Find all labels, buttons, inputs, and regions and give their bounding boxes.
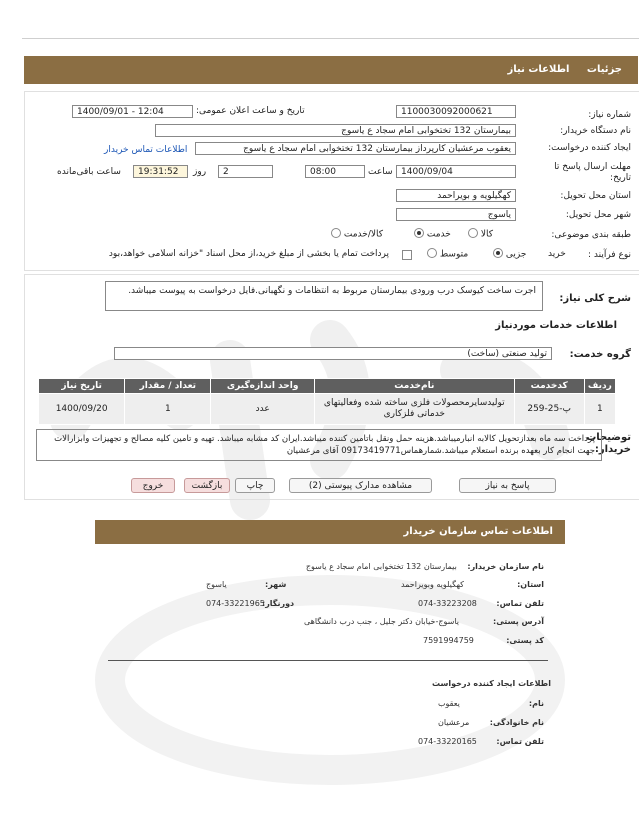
contact-org-row	[306, 562, 544, 571]
need-number-field: 1100030092000621	[396, 105, 516, 118]
col-date: تاریخ نیاز	[39, 379, 125, 394]
cell-unit: عدد	[211, 394, 314, 425]
cell-code: پ-25-259	[514, 394, 584, 425]
payment-note: پرداخت تمام یا بخشی از مبلغ خرید،از محل اسناد "خزانه اسلامی خواهد،بود	[108, 249, 389, 259]
services-table	[38, 378, 616, 425]
city-label: شهر محل تحویل:	[565, 210, 631, 220]
exit-button[interactable]: خروج	[131, 478, 175, 493]
col-unit: واحد اندازه‌گیری	[211, 379, 314, 394]
deadline-time-field: 08:00	[305, 165, 365, 178]
reply-button[interactable]: پاسخ به نیاز	[459, 478, 556, 493]
buyer-notes-label: توضیحات خریدار:	[586, 432, 631, 455]
process-medium[interactable]	[427, 249, 468, 260]
creator-field: یعقوب مرعشیان کارپرداز بیمارستان 132 تختخوابی امام سجاد ع یاسوج	[195, 142, 516, 155]
contact-postal: 7591994759	[423, 636, 474, 645]
days-label: روز	[193, 167, 207, 177]
buyer-org-label: نام دستگاه خریدار:	[560, 126, 631, 136]
contact-address-label: آدرس پستی:	[493, 617, 544, 626]
cell-qty: 1	[125, 394, 211, 425]
category-service-label: خدمت	[426, 229, 451, 240]
contact-fax-label: دورنگار:	[262, 599, 295, 608]
announce-label: تاریخ و ساعت اعلان عمومی:	[196, 106, 305, 116]
buyer-contact-link[interactable]: اطلاعات تماس خریدار	[104, 145, 188, 155]
remaining-label: ساعت باقی‌مانده	[57, 167, 121, 177]
services-title: اطلاعات خدمات موردنیاز	[495, 320, 617, 331]
remaining-time-field: 19:31:52	[133, 165, 188, 178]
contact-org-label: نام سازمان خریدار:	[467, 562, 544, 571]
contact-fax: 074-33221965	[206, 599, 265, 608]
page-header	[24, 56, 638, 84]
category-goods[interactable]	[468, 229, 493, 240]
contact-phone: 074-33223208	[418, 599, 477, 608]
back-button[interactable]: بازگشت	[184, 478, 230, 493]
creator-family: مرعشیان	[438, 718, 470, 727]
process-label: نوع فرآیند :	[588, 250, 631, 260]
process-partial-radio[interactable]	[493, 248, 503, 258]
process-partial-label: جزیی	[505, 249, 527, 260]
category-goods-label: کالا	[480, 229, 494, 240]
contact-province: کهگیلویه وبویراحمد	[400, 580, 464, 589]
service-group-field: تولید صنعتی (ساخت)	[114, 347, 552, 360]
contact-province-row	[400, 580, 544, 589]
summary-box: اجرت ساخت کیوسک درب ورودی بیمارستان مربوط به انتظامات و نگهبانی.فایل درخواست به پیوست میباشد.	[105, 281, 543, 311]
city-field: یاسوج	[396, 208, 516, 221]
service-group-label: گروه خدمت:	[569, 349, 631, 360]
col-name: نام‌خدمت	[314, 379, 514, 394]
table-row	[39, 394, 616, 425]
process-medium-radio[interactable]	[427, 248, 437, 258]
deadline-time-label: ساعت	[368, 167, 393, 177]
creator-family-label: نام خانوادگی:	[489, 718, 544, 727]
province-field: کهگیلویه و بویراحمد	[396, 189, 516, 202]
contact-title: اطلاعات تماس سازمان خریدار	[403, 526, 553, 537]
contact-city: یاسوج	[206, 580, 227, 589]
category-goods-service-radio[interactable]	[331, 228, 341, 238]
payment-checkbox[interactable]	[402, 250, 412, 260]
announce-field: 1400/09/01 - 12:04	[72, 105, 193, 118]
top-divider	[22, 38, 639, 39]
province-label: استان محل تحویل:	[560, 191, 631, 201]
creator-name: یعقوب	[438, 699, 460, 708]
process-buy: خرید	[548, 249, 566, 259]
contact-org: بیمارستان 132 تختخوابی امام سجاد ع یاسوج	[305, 562, 457, 571]
contact-postal-label: کد پستی:	[506, 636, 544, 645]
category-service-radio[interactable]	[414, 228, 424, 238]
cell-date: 1400/09/20	[39, 394, 125, 425]
col-row: ردیف	[584, 379, 615, 394]
table-header-row	[39, 379, 616, 394]
col-qty: تعداد / مقدار	[125, 379, 211, 394]
tab-details[interactable]: جزئیات	[586, 64, 622, 75]
category-goods-service-label: کالا/خدمت	[343, 229, 384, 240]
deadline-date-field: 1400/09/04	[396, 165, 516, 178]
contact-header	[95, 520, 565, 544]
category-service[interactable]	[414, 229, 451, 240]
contact-divider	[108, 660, 548, 661]
cell-row: 1	[584, 394, 615, 425]
days-field: 2	[218, 165, 273, 178]
need-number-label: شماره نیاز:	[588, 110, 631, 120]
process-medium-label: متوسط	[439, 249, 469, 260]
contact-province-label: استان:	[517, 580, 544, 589]
cell-name: تولیدسایرمحصولات فلزی ساخته شده وفعالیتهای خدماتی فلزکاری	[314, 394, 514, 425]
creator-section-title: اطلاعات ایجاد کننده درخواست	[432, 679, 551, 688]
col-code: کدخدمت	[514, 379, 584, 394]
deadline-label: مهلت ارسال پاسخ تا تاریخ:	[554, 162, 631, 183]
category-goods-radio[interactable]	[468, 228, 478, 238]
creator-name-label: نام:	[528, 699, 544, 708]
contact-city-label: شهر:	[265, 580, 287, 589]
buyer-org-field: بیمارستان 132 تختخوابی امام سجاد ع یاسوج	[155, 124, 516, 137]
contact-phone-label: تلفن تماس:	[496, 599, 544, 608]
buyer-notes-box: پرداخت سه ماه بعدازتحویل کالابه انبارمیباشد.هزینه حمل ونقل باتامین کننده میباشد.ایران کد مشابه میباشد. تهیه و تامین کلیه مصالح و تجهیزات وابزارالات جهت انجام کار بعهده برنده استعلام میباشد.شمارهماس09173419771 آقای مرعشیان	[36, 429, 602, 461]
contact-address: یاسوج-خیابان دکتر جلیل ، جنب درب دانشگاهی	[303, 617, 459, 626]
process-partial[interactable]	[493, 249, 526, 260]
summary-label: شرح کلی نیاز:	[559, 293, 631, 304]
category-label: طبقه بندی موضوعی:	[551, 230, 631, 240]
creator-phone-label: تلفن تماس:	[496, 737, 544, 746]
tab-need-info[interactable]: اطلاعات نیاز	[507, 64, 570, 75]
category-goods-service[interactable]	[331, 229, 383, 240]
print-button[interactable]: چاپ	[235, 478, 275, 493]
creator-phone: 074-33220165	[418, 737, 477, 746]
attachments-button[interactable]: مشاهده مدارک پیوستی (2)	[289, 478, 432, 493]
creator-label: ایجاد کننده درخواست:	[548, 143, 631, 153]
